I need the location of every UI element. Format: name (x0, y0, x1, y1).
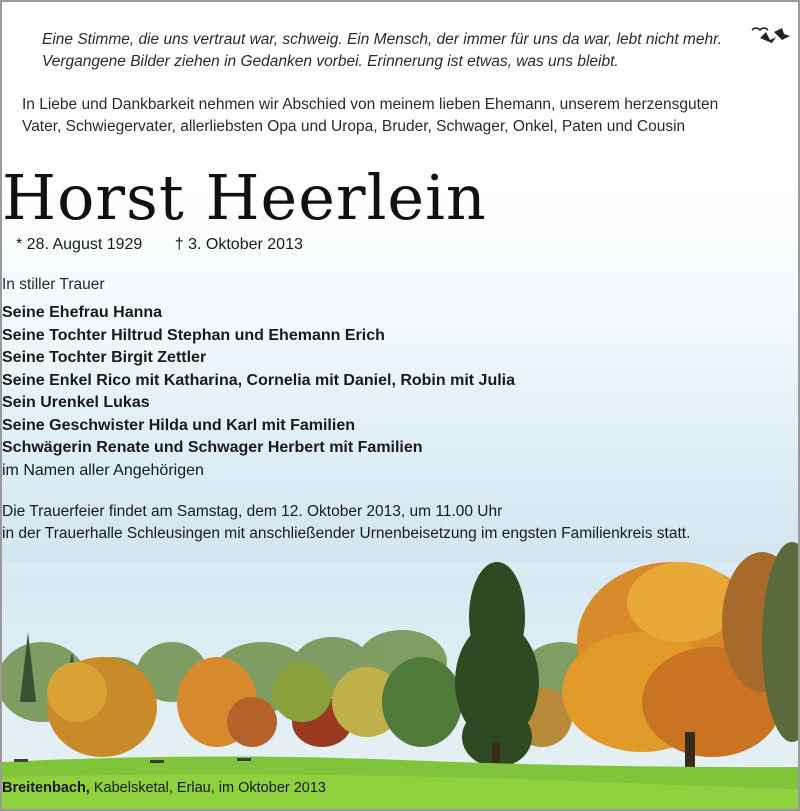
mourner-line: Seine Tochter Birgit Zettler (2, 349, 207, 366)
death-date: † 3. Oktober 2013 (174, 236, 303, 253)
life-dates (2, 236, 798, 254)
place-rest: Kabelsketal, Erlau, im Oktober 2013 (89, 780, 326, 796)
poem-line: Vergangene Bilder ziehen in Gedanken vorbei. Erinnerung ist etwas, was uns bleibt. (42, 53, 619, 70)
deceased-name: Horst Heerlein (2, 161, 487, 234)
poem-text (42, 29, 758, 73)
mourner-line: Sein Urenkel Lukas (2, 394, 150, 411)
funeral-notice (2, 501, 798, 545)
on-behalf-line: im Namen aller Angehörigen (2, 461, 204, 479)
funeral-line: in der Trauerhalle Schleusingen mit anschließender Urnenbeisetzung im engsten Familienkreis statt. (2, 525, 691, 542)
mourner-line: Seine Ehefrau Hanna (2, 304, 163, 321)
place-date-line (2, 780, 798, 796)
farewell-intro (22, 94, 778, 138)
birth-date: * 28. August 1929 (16, 236, 143, 253)
mourner-line: Seine Geschwister Hilda und Karl mit Familien (2, 416, 355, 434)
poem-line: Eine Stimme, die uns vertraut war, schweig. Ein Mensch, der immer für uns da war, lebt nicht mehr. (42, 31, 722, 48)
intro-line: In Liebe und Dankbarkeit nehmen wir Abschied von meinem lieben Ehemann, unserem herzensguten (22, 96, 719, 113)
mourner-line: Seine Enkel Rico mit Katharina, Cornelia mit Daniel, Robin mit Julia (2, 371, 515, 389)
mourning-label: In stiller Trauer (2, 276, 105, 293)
place-town: Breitenbach, (2, 780, 90, 796)
mourner-line: Schwägerin Renate und Schwager Herbert mit Familien (2, 439, 423, 456)
funeral-line: Die Trauerfeier findet am Samstag, dem 12. Oktober 2013, um 11.00 Uhr (2, 503, 503, 520)
intro-line: Vater, Schwiegervater, allerliebsten Opa und Uropa, Bruder, Schwager, Onkel, Paten und Cousin (22, 118, 686, 135)
mourner-line: Seine Tochter Hiltrud Stephan und Ehemann Erich (2, 326, 385, 344)
mourners-list (2, 302, 798, 482)
